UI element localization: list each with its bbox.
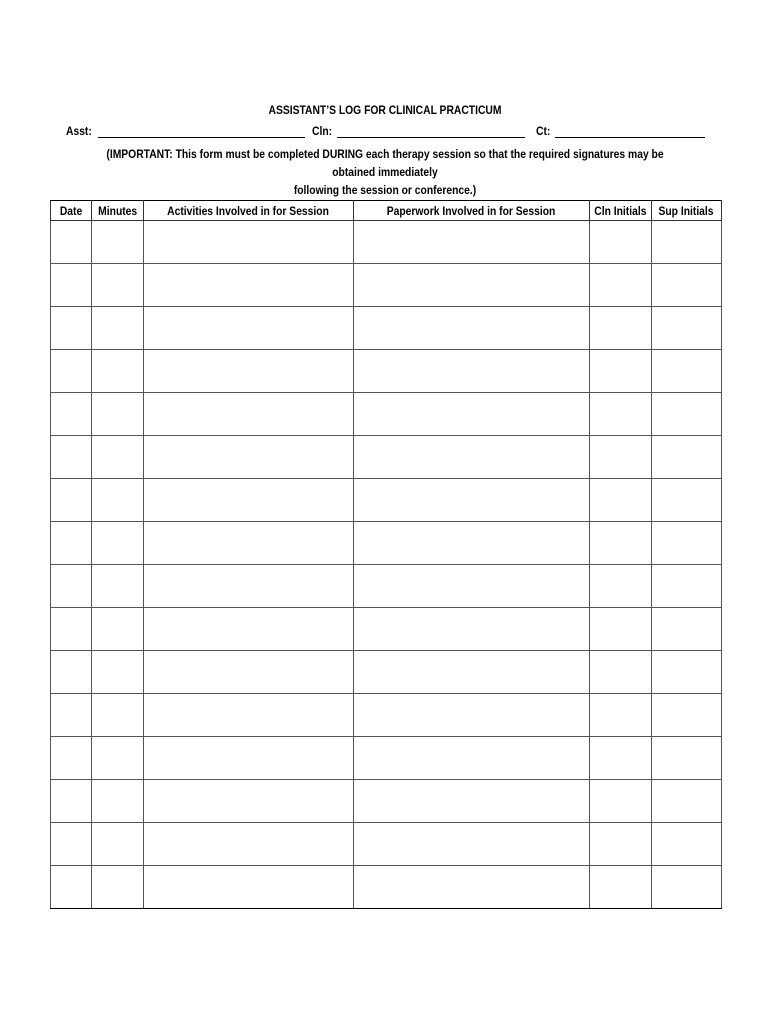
activities-cell[interactable] [144, 694, 354, 737]
activities-cell[interactable] [144, 823, 354, 866]
note-line-2: following the session or conference.) [293, 183, 477, 197]
date-cell[interactable] [51, 393, 92, 436]
cln-initials-cell[interactable] [590, 221, 652, 264]
paperwork-cell[interactable] [354, 393, 590, 436]
header-date: Date [51, 201, 92, 221]
date-cell[interactable] [51, 823, 92, 866]
asst-label: Asst: [66, 124, 92, 138]
table-row [51, 307, 722, 350]
cln-initials-cell[interactable] [590, 479, 652, 522]
cln-initials-cell[interactable] [590, 522, 652, 565]
table-row [51, 479, 722, 522]
cln-initials-cell[interactable] [590, 350, 652, 393]
minutes-cell[interactable] [92, 866, 144, 909]
date-cell[interactable] [51, 651, 92, 694]
activities-cell[interactable] [144, 393, 354, 436]
date-cell[interactable] [51, 737, 92, 780]
activities-cell[interactable] [144, 221, 354, 264]
table-row [51, 694, 722, 737]
date-cell[interactable] [51, 221, 92, 264]
ct-field[interactable] [536, 124, 705, 138]
table-row [51, 264, 722, 307]
paperwork-cell[interactable] [354, 823, 590, 866]
paperwork-cell[interactable] [354, 651, 590, 694]
date-cell[interactable] [51, 479, 92, 522]
activities-cell[interactable] [144, 522, 354, 565]
sup-initials-cell[interactable] [652, 608, 722, 651]
practicum-log-table [50, 200, 722, 909]
sup-initials-cell[interactable] [652, 264, 722, 307]
sup-initials-cell[interactable] [652, 350, 722, 393]
activities-cell[interactable] [144, 651, 354, 694]
date-cell[interactable] [51, 307, 92, 350]
minutes-cell[interactable] [92, 737, 144, 780]
asst-field[interactable] [66, 124, 305, 138]
paperwork-cell[interactable] [354, 221, 590, 264]
cln-initials-cell[interactable] [590, 307, 652, 350]
cln-input-line[interactable] [337, 125, 525, 138]
minutes-cell[interactable] [92, 522, 144, 565]
activities-cell[interactable] [144, 350, 354, 393]
activities-cell[interactable] [144, 737, 354, 780]
activities-cell[interactable] [144, 780, 354, 823]
minutes-cell[interactable] [92, 608, 144, 651]
cln-initials-cell[interactable] [590, 780, 652, 823]
activities-cell[interactable] [144, 264, 354, 307]
cln-label: Cln: [312, 124, 333, 138]
signature-line [66, 124, 706, 140]
paperwork-cell[interactable] [354, 436, 590, 479]
asst-input-line[interactable] [98, 125, 305, 138]
activities-cell[interactable] [144, 866, 354, 909]
table-row [51, 522, 722, 565]
header-sup-initials: Sup Initials [652, 201, 722, 221]
sup-initials-cell[interactable] [652, 221, 722, 264]
minutes-cell[interactable] [92, 565, 144, 608]
sup-initials-cell[interactable] [652, 866, 722, 909]
date-cell[interactable] [51, 522, 92, 565]
activities-cell[interactable] [144, 479, 354, 522]
table-body [51, 221, 722, 909]
table-row [51, 651, 722, 694]
cln-initials-cell[interactable] [590, 737, 652, 780]
paperwork-cell[interactable] [354, 307, 590, 350]
minutes-cell[interactable] [92, 221, 144, 264]
important-note [88, 145, 681, 199]
ct-label: Ct: [536, 124, 551, 138]
table-row [51, 823, 722, 866]
paperwork-cell[interactable] [354, 780, 590, 823]
cln-initials-cell[interactable] [590, 264, 652, 307]
paperwork-cell[interactable] [354, 694, 590, 737]
sup-initials-cell[interactable] [652, 737, 722, 780]
table-row [51, 393, 722, 436]
table-row [51, 780, 722, 823]
minutes-cell[interactable] [92, 694, 144, 737]
minutes-cell[interactable] [92, 307, 144, 350]
table-row [51, 608, 722, 651]
date-cell[interactable] [51, 350, 92, 393]
date-cell[interactable] [51, 780, 92, 823]
paperwork-cell[interactable] [354, 522, 590, 565]
minutes-cell[interactable] [92, 780, 144, 823]
sup-initials-cell[interactable] [652, 565, 722, 608]
cln-field[interactable] [312, 124, 525, 138]
minutes-cell[interactable] [92, 479, 144, 522]
cln-initials-cell[interactable] [590, 651, 652, 694]
table-row [51, 221, 722, 264]
date-cell[interactable] [51, 866, 92, 909]
date-cell[interactable] [51, 264, 92, 307]
cln-initials-cell[interactable] [590, 393, 652, 436]
sup-initials-cell[interactable] [652, 307, 722, 350]
header-cln-initials: Cln Initials [590, 201, 652, 221]
date-cell[interactable] [51, 608, 92, 651]
paperwork-cell[interactable] [354, 350, 590, 393]
table-row [51, 350, 722, 393]
activities-cell[interactable] [144, 565, 354, 608]
paperwork-cell[interactable] [354, 608, 590, 651]
activities-cell[interactable] [144, 307, 354, 350]
header-activities: Activities Involved in for Session [144, 201, 354, 221]
minutes-cell[interactable] [92, 823, 144, 866]
header-paperwork: Paperwork Involved in for Session [354, 201, 590, 221]
sup-initials-cell[interactable] [652, 694, 722, 737]
cln-initials-cell[interactable] [590, 565, 652, 608]
paperwork-cell[interactable] [354, 866, 590, 909]
paperwork-cell[interactable] [354, 737, 590, 780]
sup-initials-cell[interactable] [652, 780, 722, 823]
sup-initials-cell[interactable] [652, 393, 722, 436]
date-cell[interactable] [51, 436, 92, 479]
paperwork-cell[interactable] [354, 479, 590, 522]
paperwork-cell[interactable] [354, 264, 590, 307]
activities-cell[interactable] [144, 608, 354, 651]
cln-initials-cell[interactable] [590, 823, 652, 866]
ct-input-line[interactable] [555, 125, 705, 138]
sup-initials-cell[interactable] [652, 651, 722, 694]
table-header-row [51, 201, 722, 221]
minutes-cell[interactable] [92, 350, 144, 393]
minutes-cell[interactable] [92, 264, 144, 307]
sup-initials-cell[interactable] [652, 479, 722, 522]
cln-initials-cell[interactable] [590, 436, 652, 479]
sup-initials-cell[interactable] [652, 522, 722, 565]
date-cell[interactable] [51, 565, 92, 608]
cln-initials-cell[interactable] [590, 608, 652, 651]
table-row [51, 436, 722, 479]
sup-initials-cell[interactable] [652, 436, 722, 479]
date-cell[interactable] [51, 694, 92, 737]
table-row [51, 565, 722, 608]
activities-cell[interactable] [144, 436, 354, 479]
cln-initials-cell[interactable] [590, 694, 652, 737]
table-row [51, 866, 722, 909]
minutes-cell[interactable] [92, 436, 144, 479]
paperwork-cell[interactable] [354, 565, 590, 608]
header-minutes: Minutes [92, 201, 144, 221]
form-title: ASSISTANT’S LOG FOR CLINICAL PRACTICUM [268, 103, 502, 117]
minutes-cell[interactable] [92, 393, 144, 436]
note-line-1: (IMPORTANT: This form must be completed DURING each therapy session so that the required signatures may be obtained immediately [106, 147, 664, 179]
minutes-cell[interactable] [92, 651, 144, 694]
sup-initials-cell[interactable] [652, 823, 722, 866]
table-row [51, 737, 722, 780]
cln-initials-cell[interactable] [590, 866, 652, 909]
